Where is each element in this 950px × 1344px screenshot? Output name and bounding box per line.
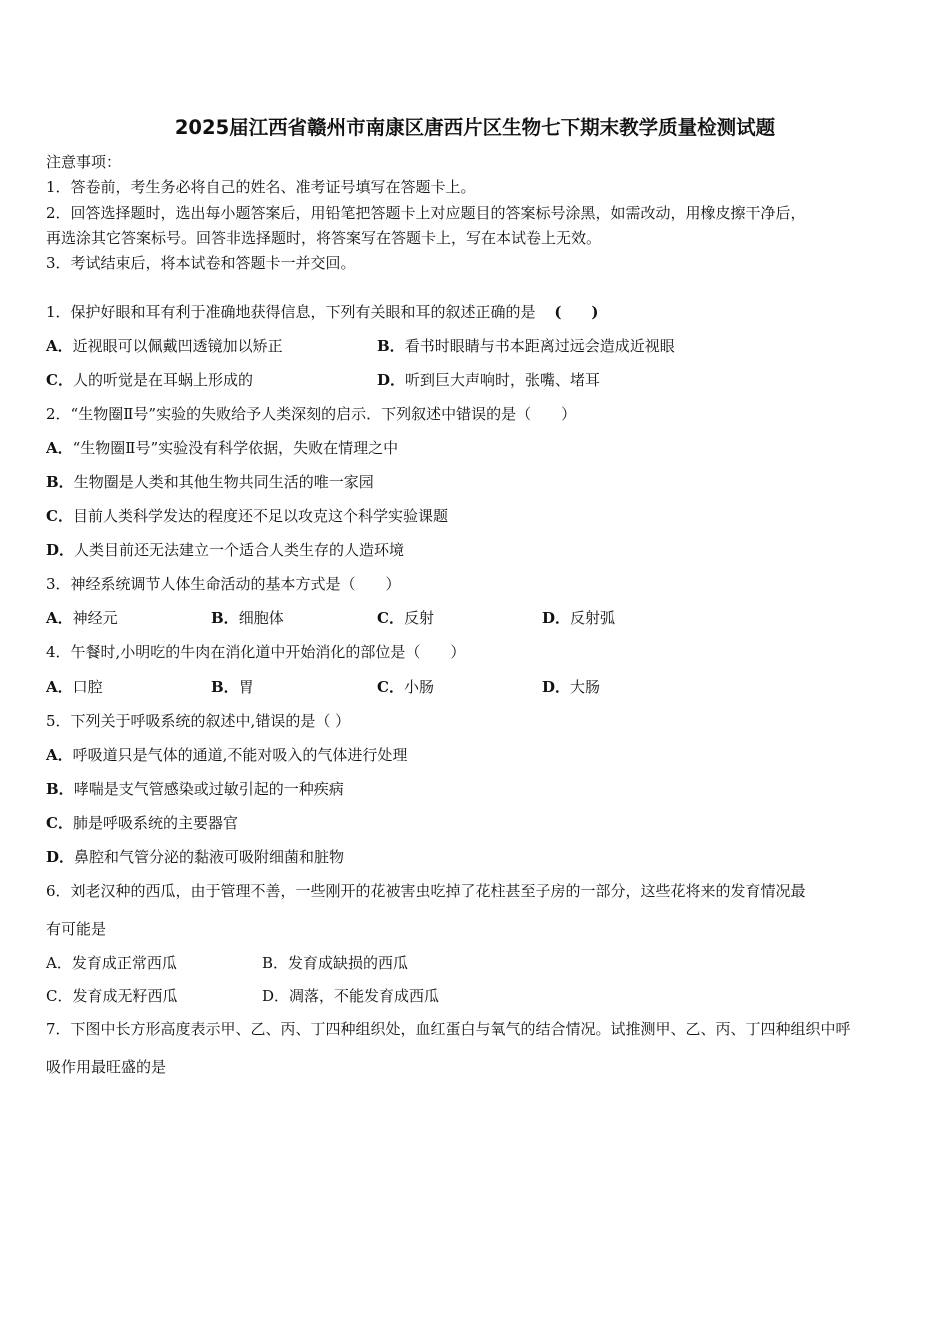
option-text: 口腔 [72, 678, 103, 696]
question-4-option-b [211, 677, 254, 697]
question-5-option-b [46, 779, 344, 799]
exam-title: 2025届江西省赣州市南康区唐西片区生物七下期末教学质量检测试题 [174, 116, 776, 139]
option-text: 细胞体 [238, 609, 284, 627]
question-7-stem-cont: 吸作用最旺盛的是 [46, 1058, 167, 1076]
question-1-stem [46, 302, 599, 322]
option-label: B． [46, 473, 74, 491]
option-text: 小肠 [403, 678, 434, 696]
question-6-option-c [46, 986, 178, 1006]
question-6-option-a [46, 953, 177, 973]
answer-blank: ( ) [554, 303, 599, 321]
option-text: 呼吸道只是气体的通道,不能对吸入的气体进行处理 [72, 746, 408, 764]
notice-item: 再选涂其它答案标号。回答非选择题时，将答案写在答题卡上，写在本试卷上无效。 [46, 229, 602, 247]
option-text: 鼻腔和气管分泌的黏液可吸附细菌和脏物 [74, 848, 345, 866]
question-5-option-d [46, 847, 344, 867]
option-label: A． [46, 678, 73, 696]
option-text: 发育成正常西瓜 [71, 954, 177, 972]
option-text: 哮喘是支气管感染或过敏引起的一种疾病 [73, 780, 344, 798]
option-label: D． [377, 371, 406, 389]
question-3-option-d [542, 608, 615, 628]
question-5-stem: 5．下列关于呼吸系统的叙述中,错误的是（ ） [46, 712, 351, 730]
question-6-option-b [262, 953, 408, 973]
question-4-option-a [46, 677, 103, 697]
option-text: 生物圈是人类和其他生物共同生活的唯一家园 [73, 473, 374, 491]
option-label: C． [46, 814, 73, 832]
option-text: 反射 [403, 609, 434, 627]
option-text: 凋落，不能发育成西瓜 [289, 987, 440, 1005]
question-3-stem: 3．神经系统调节人体生命活动的基本方式是（ ） [46, 575, 401, 593]
option-label: C． [377, 678, 404, 696]
option-label: B． [211, 678, 239, 696]
question-6-stem: 6．刘老汉种的西瓜，由于管理不善，一些刚开的花被害虫吃掉了花柱甚至子房的一部分，这些花将来的发育情况最 [46, 882, 806, 900]
option-label: D． [46, 848, 75, 866]
option-label: B． [377, 337, 405, 355]
option-label: B． [46, 780, 74, 798]
question-2-option-c [46, 506, 448, 526]
option-label: B． [211, 609, 239, 627]
option-text: 大肠 [570, 678, 601, 696]
question-2-option-b [46, 472, 374, 492]
question-2-option-a [46, 438, 398, 458]
option-text: 近视眼可以佩戴凹透镜加以矫正 [72, 337, 283, 355]
option-label: D． [46, 541, 75, 559]
option-text: 人的听觉是在耳蜗上形成的 [72, 371, 253, 389]
question-1-option-d [377, 370, 600, 390]
question-2-stem: 2．“生物圈Ⅱ号”实验的失败给予人类深刻的启示．下列叙述中错误的是（ ） [46, 405, 577, 423]
option-text: 神经元 [72, 609, 118, 627]
question-3-option-b [211, 608, 284, 628]
question-1-option-c [46, 370, 253, 390]
option-label: A． [46, 746, 73, 764]
option-label: D． [262, 987, 290, 1005]
option-text: 目前人类科学发达的程度还不足以攻克这个科学实验课题 [72, 507, 448, 525]
question-3-option-c [377, 608, 434, 628]
question-5-option-c [46, 813, 238, 833]
question-4-option-d [542, 677, 600, 697]
question-6-option-d [262, 986, 439, 1006]
question-4-stem: 4．午餐时,小明吃的牛肉在消化道中开始消化的部位是（ ） [46, 643, 466, 661]
option-label: C． [46, 987, 73, 1005]
option-label: C． [46, 507, 73, 525]
question-5-option-a [46, 745, 407, 765]
option-text: 听到巨大声响时，张嘴、堵耳 [405, 371, 601, 389]
option-text: 发育成缺损的西瓜 [288, 954, 409, 972]
question-7-stem: 7．下图中长方形高度表示甲、乙、丙、丁四种组织处，血红蛋白与氧气的结合情况。试推测甲、乙、丙、丁四种组织中呼 [46, 1020, 851, 1038]
option-label: A． [46, 337, 73, 355]
question-3-option-a [46, 608, 118, 628]
question-1-option-b [377, 336, 675, 356]
option-label: D． [542, 609, 571, 627]
notice-item: 3．考试结束后，将本试卷和答题卡一并交回。 [46, 254, 356, 272]
option-label: C． [46, 371, 73, 389]
option-text: 看书时眼睛与书本距离过远会造成近视眼 [404, 337, 675, 355]
option-text: 发育成无籽西瓜 [72, 987, 178, 1005]
question-4-option-c [377, 677, 434, 697]
option-label: D． [542, 678, 571, 696]
notice-item: 2．回答选择题时，选出每小题答案后，用铅笔把答题卡上对应题目的答案标号涂黑，如需改动，用橡皮擦干净后， [46, 204, 806, 222]
question-2-option-d [46, 540, 404, 560]
option-label: A． [46, 609, 73, 627]
option-text: 肺是呼吸系统的主要器官 [72, 814, 238, 832]
option-text: “生物圈Ⅱ号”实验没有科学依据，失败在情理之中 [72, 439, 399, 457]
option-label: B． [262, 954, 289, 972]
question-6-stem-cont: 有可能是 [46, 920, 107, 938]
option-label: A． [46, 439, 73, 457]
question-1-option-a [46, 336, 283, 356]
notice-heading: 注意事项： [46, 153, 122, 171]
option-text: 反射弧 [570, 609, 616, 627]
option-label: A． [46, 954, 72, 972]
question-stem-text: 1．保护好眼和耳有利于准确地获得信息，下列有关眼和耳的叙述正确的是 [46, 303, 536, 321]
notice-item: 1．答卷前，考生务必将自己的姓名、准考证号填写在答题卡上。 [46, 178, 476, 196]
option-text: 胃 [238, 678, 254, 696]
option-text: 人类目前还无法建立一个适合人类生存的人造环境 [74, 541, 405, 559]
option-label: C． [377, 609, 404, 627]
